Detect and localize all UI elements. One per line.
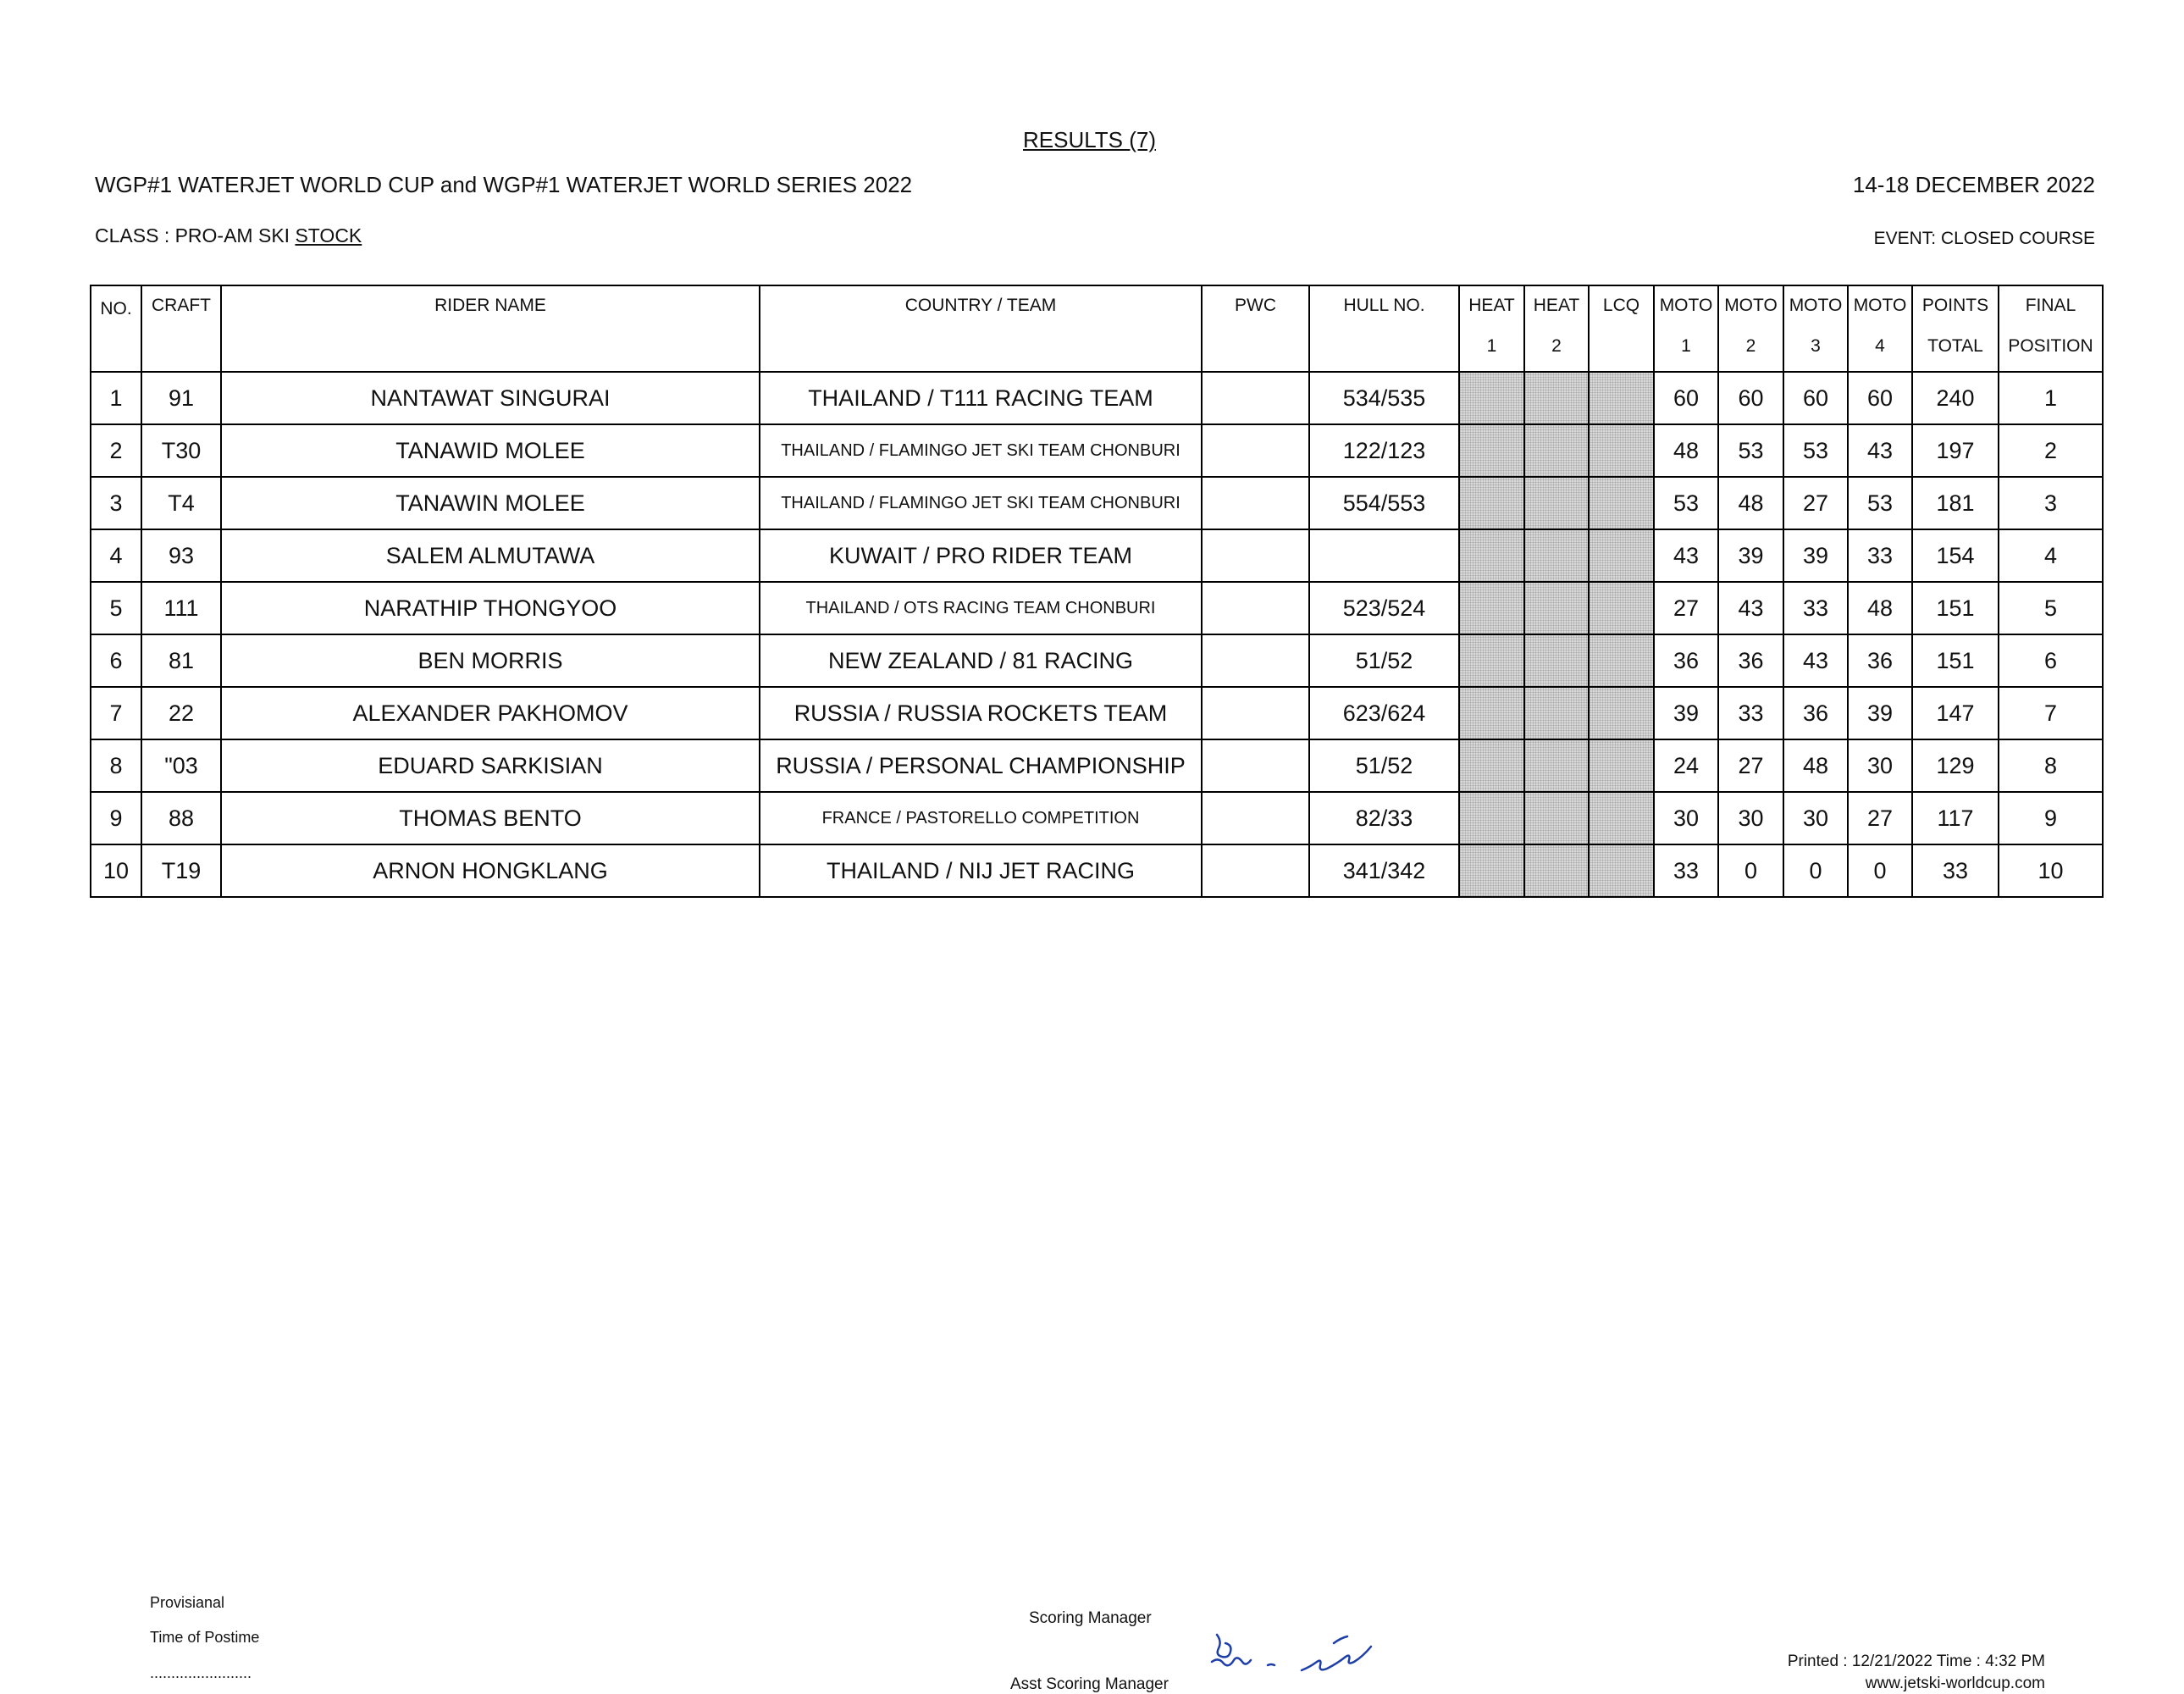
cell-lcq: [1589, 529, 1654, 582]
cell-no: 1: [91, 372, 141, 424]
cell-rider: NARATHIP THONGYOO: [221, 582, 760, 634]
cell-hull: 51/52: [1309, 634, 1459, 687]
cell-craft: T30: [141, 424, 221, 477]
cell-rider: NANTAWAT SINGURAI: [221, 372, 760, 424]
asst-scoring-manager-label: Asst Scoring Manager: [1010, 1675, 1169, 1693]
cell-final-position: 5: [1999, 582, 2103, 634]
cell-pwc: [1202, 844, 1309, 897]
cell-points-total: 154: [1912, 529, 1999, 582]
cell-lcq: [1589, 372, 1654, 424]
cell-heat1: [1459, 739, 1524, 792]
cell-rider: THOMAS BENTO: [221, 792, 760, 844]
cell-craft: 81: [141, 634, 221, 687]
cell-craft: 91: [141, 372, 221, 424]
cell-moto1: 48: [1654, 424, 1718, 477]
cell-pwc: [1202, 687, 1309, 739]
table-row: [91, 844, 2103, 897]
cell-pwc: [1202, 529, 1309, 582]
cell-heat1: [1459, 424, 1524, 477]
cell-hull: 82/33: [1309, 792, 1459, 844]
cell-heat2: [1524, 634, 1589, 687]
cell-no: 3: [91, 477, 141, 529]
cell-pwc: [1202, 372, 1309, 424]
table-row: [91, 372, 2103, 424]
cell-heat1: [1459, 687, 1524, 739]
cell-moto1: 60: [1654, 372, 1718, 424]
cell-lcq: [1589, 687, 1654, 739]
col-points: POINTS TOTAL: [1912, 285, 1999, 372]
cell-moto3: 48: [1783, 739, 1848, 792]
cell-team: THAILAND / T111 RACING TEAM: [760, 372, 1202, 424]
col-moto4: MOTO 4: [1848, 285, 1912, 372]
cell-heat1: [1459, 792, 1524, 844]
cell-craft: T19: [141, 844, 221, 897]
cell-hull: 341/342: [1309, 844, 1459, 897]
cell-craft: 93: [141, 529, 221, 582]
cell-heat2: [1524, 424, 1589, 477]
cell-moto3: 27: [1783, 477, 1848, 529]
cell-points-total: 151: [1912, 634, 1999, 687]
cell-moto4: 33: [1848, 529, 1912, 582]
cell-heat1: [1459, 372, 1524, 424]
postime-dots: ........................: [150, 1664, 252, 1681]
cell-moto4: 53: [1848, 477, 1912, 529]
table-row: [91, 424, 2103, 477]
cell-heat2: [1524, 477, 1589, 529]
cell-moto4: 60: [1848, 372, 1912, 424]
cell-lcq: [1589, 634, 1654, 687]
cell-moto2: 27: [1718, 739, 1783, 792]
cell-heat2: [1524, 529, 1589, 582]
col-no: NO.: [91, 285, 141, 372]
cell-heat2: [1524, 582, 1589, 634]
cell-lcq: [1589, 424, 1654, 477]
printed-timestamp: Printed : 12/21/2022 Time : 4:32 PM: [1787, 1652, 2045, 1670]
cell-craft: 88: [141, 792, 221, 844]
cell-moto2: 60: [1718, 372, 1783, 424]
cell-final-position: 9: [1999, 792, 2103, 844]
cell-moto1: 36: [1654, 634, 1718, 687]
cell-team: NEW ZEALAND / 81 RACING: [760, 634, 1202, 687]
cell-heat2: [1524, 739, 1589, 792]
cell-final-position: 8: [1999, 739, 2103, 792]
cell-final-position: 6: [1999, 634, 2103, 687]
cell-craft: 111: [141, 582, 221, 634]
cell-pwc: [1202, 582, 1309, 634]
cell-hull: 534/535: [1309, 372, 1459, 424]
cell-rider: TANAWIN MOLEE: [221, 477, 760, 529]
cell-team: THAILAND / NIJ JET RACING: [760, 844, 1202, 897]
col-final: FINAL POSITION: [1999, 285, 2103, 372]
cell-hull: 554/553: [1309, 477, 1459, 529]
col-heat2: HEAT 2: [1524, 285, 1589, 372]
class-stock: STOCK: [295, 224, 362, 246]
cell-moto4: 30: [1848, 739, 1912, 792]
cell-no: 7: [91, 687, 141, 739]
cell-team: THAILAND / FLAMINGO JET SKI TEAM CHONBURI: [760, 424, 1202, 477]
cell-moto2: 36: [1718, 634, 1783, 687]
cell-no: 8: [91, 739, 141, 792]
cell-team: THAILAND / FLAMINGO JET SKI TEAM CHONBURI: [760, 477, 1202, 529]
cell-hull: 623/624: [1309, 687, 1459, 739]
header-row: [91, 285, 2103, 372]
website-text: www.jetski-worldcup.com: [1865, 1675, 2045, 1692]
cell-moto2: 0: [1718, 844, 1783, 897]
signature-icon: [1207, 1618, 1393, 1690]
col-hull: HULL NO.: [1309, 285, 1459, 372]
table-row: [91, 739, 2103, 792]
col-heat1: HEAT 1: [1459, 285, 1524, 372]
cell-points-total: 151: [1912, 582, 1999, 634]
cell-points-total: 129: [1912, 739, 1999, 792]
cell-heat2: [1524, 792, 1589, 844]
cell-team: RUSSIA / PERSONAL CHAMPIONSHIP: [760, 739, 1202, 792]
cell-points-total: 181: [1912, 477, 1999, 529]
cell-moto2: 33: [1718, 687, 1783, 739]
cell-rider: TANAWID MOLEE: [221, 424, 760, 477]
cell-no: 10: [91, 844, 141, 897]
cell-team: FRANCE / PASTORELLO COMPETITION: [760, 792, 1202, 844]
event-name: WGP#1 WATERJET WORLD CUP and WGP#1 WATERJET WORLD SERIES 2022: [95, 172, 913, 197]
cell-moto1: 27: [1654, 582, 1718, 634]
cell-pwc: [1202, 634, 1309, 687]
cell-moto1: 53: [1654, 477, 1718, 529]
event-type: EVENT: CLOSED COURSE: [1873, 229, 2095, 248]
cell-points-total: 33: [1912, 844, 1999, 897]
col-moto3: MOTO 3: [1783, 285, 1848, 372]
results-table: [90, 285, 2104, 898]
cell-no: 6: [91, 634, 141, 687]
cell-hull: [1309, 529, 1459, 582]
cell-team: KUWAIT / PRO RIDER TEAM: [760, 529, 1202, 582]
cell-heat1: [1459, 529, 1524, 582]
cell-heat1: [1459, 477, 1524, 529]
table-row: [91, 687, 2103, 739]
cell-heat1: [1459, 582, 1524, 634]
col-moto1: MOTO 1: [1654, 285, 1718, 372]
cell-moto3: 39: [1783, 529, 1848, 582]
cell-moto3: 43: [1783, 634, 1848, 687]
cell-lcq: [1589, 477, 1654, 529]
cell-moto3: 36: [1783, 687, 1848, 739]
time-of-postime-label: Time of Postime: [150, 1629, 260, 1646]
cell-moto4: 39: [1848, 687, 1912, 739]
cell-final-position: 3: [1999, 477, 2103, 529]
table-row: [91, 634, 2103, 687]
scoring-manager-label: Scoring Manager: [1029, 1609, 1152, 1627]
col-team: COUNTRY / TEAM: [760, 285, 1202, 372]
table-row: [91, 582, 2103, 634]
cell-lcq: [1589, 582, 1654, 634]
cell-moto1: 43: [1654, 529, 1718, 582]
cell-moto3: 30: [1783, 792, 1848, 844]
cell-moto2: 53: [1718, 424, 1783, 477]
table-row: [91, 529, 2103, 582]
cell-final-position: 7: [1999, 687, 2103, 739]
cell-moto2: 43: [1718, 582, 1783, 634]
cell-craft: 22: [141, 687, 221, 739]
cell-rider: ARNON HONGKLANG: [221, 844, 760, 897]
cell-rider: SALEM ALMUTAWA: [221, 529, 760, 582]
cell-moto3: 0: [1783, 844, 1848, 897]
cell-no: 5: [91, 582, 141, 634]
cell-moto4: 48: [1848, 582, 1912, 634]
cell-heat2: [1524, 844, 1589, 897]
cell-lcq: [1589, 792, 1654, 844]
cell-moto4: 27: [1848, 792, 1912, 844]
cell-points-total: 197: [1912, 424, 1999, 477]
cell-final-position: 10: [1999, 844, 2103, 897]
cell-moto2: 39: [1718, 529, 1783, 582]
provisional-label: Provisianal: [150, 1594, 225, 1611]
cell-craft: "03: [141, 739, 221, 792]
col-moto2: MOTO 2: [1718, 285, 1783, 372]
cell-moto4: 43: [1848, 424, 1912, 477]
col-craft: CRAFT: [141, 285, 221, 372]
cell-moto1: 24: [1654, 739, 1718, 792]
cell-heat1: [1459, 634, 1524, 687]
cell-heat1: [1459, 844, 1524, 897]
cell-moto1: 33: [1654, 844, 1718, 897]
cell-team: THAILAND / OTS RACING TEAM CHONBURI: [760, 582, 1202, 634]
cell-hull: 523/524: [1309, 582, 1459, 634]
cell-pwc: [1202, 424, 1309, 477]
cell-no: 2: [91, 424, 141, 477]
col-rider: RIDER NAME: [221, 285, 760, 372]
cell-craft: T4: [141, 477, 221, 529]
cell-moto4: 36: [1848, 634, 1912, 687]
cell-hull: 51/52: [1309, 739, 1459, 792]
cell-final-position: 2: [1999, 424, 2103, 477]
cell-hull: 122/123: [1309, 424, 1459, 477]
cell-lcq: [1589, 739, 1654, 792]
cell-points-total: 240: [1912, 372, 1999, 424]
cell-moto4: 0: [1848, 844, 1912, 897]
cell-team: RUSSIA / RUSSIA ROCKETS TEAM: [760, 687, 1202, 739]
cell-no: 9: [91, 792, 141, 844]
cell-rider: EDUARD SARKISIAN: [221, 739, 760, 792]
col-lcq: LCQ: [1589, 285, 1654, 372]
cell-no: 4: [91, 529, 141, 582]
cell-points-total: 117: [1912, 792, 1999, 844]
cell-pwc: [1202, 739, 1309, 792]
cell-moto1: 39: [1654, 687, 1718, 739]
table-row: [91, 792, 2103, 844]
cell-moto3: 53: [1783, 424, 1848, 477]
class-prefix: CLASS : PRO-AM SKI: [95, 224, 296, 246]
cell-lcq: [1589, 844, 1654, 897]
cell-moto2: 30: [1718, 792, 1783, 844]
cell-pwc: [1202, 477, 1309, 529]
cell-moto2: 48: [1718, 477, 1783, 529]
cell-heat2: [1524, 687, 1589, 739]
cell-pwc: [1202, 792, 1309, 844]
cell-rider: ALEXANDER PAKHOMOV: [221, 687, 760, 739]
col-pwc: PWC: [1202, 285, 1309, 372]
cell-moto1: 30: [1654, 792, 1718, 844]
cell-heat2: [1524, 372, 1589, 424]
cell-final-position: 1: [1999, 372, 2103, 424]
results-title: RESULTS (7): [1023, 127, 1156, 152]
cell-rider: BEN MORRIS: [221, 634, 760, 687]
class-label: [95, 224, 362, 247]
cell-moto3: 33: [1783, 582, 1848, 634]
table-row: [91, 477, 2103, 529]
cell-moto3: 60: [1783, 372, 1848, 424]
cell-points-total: 147: [1912, 687, 1999, 739]
cell-final-position: 4: [1999, 529, 2103, 582]
event-dates: 14-18 DECEMBER 2022: [1852, 172, 2095, 197]
